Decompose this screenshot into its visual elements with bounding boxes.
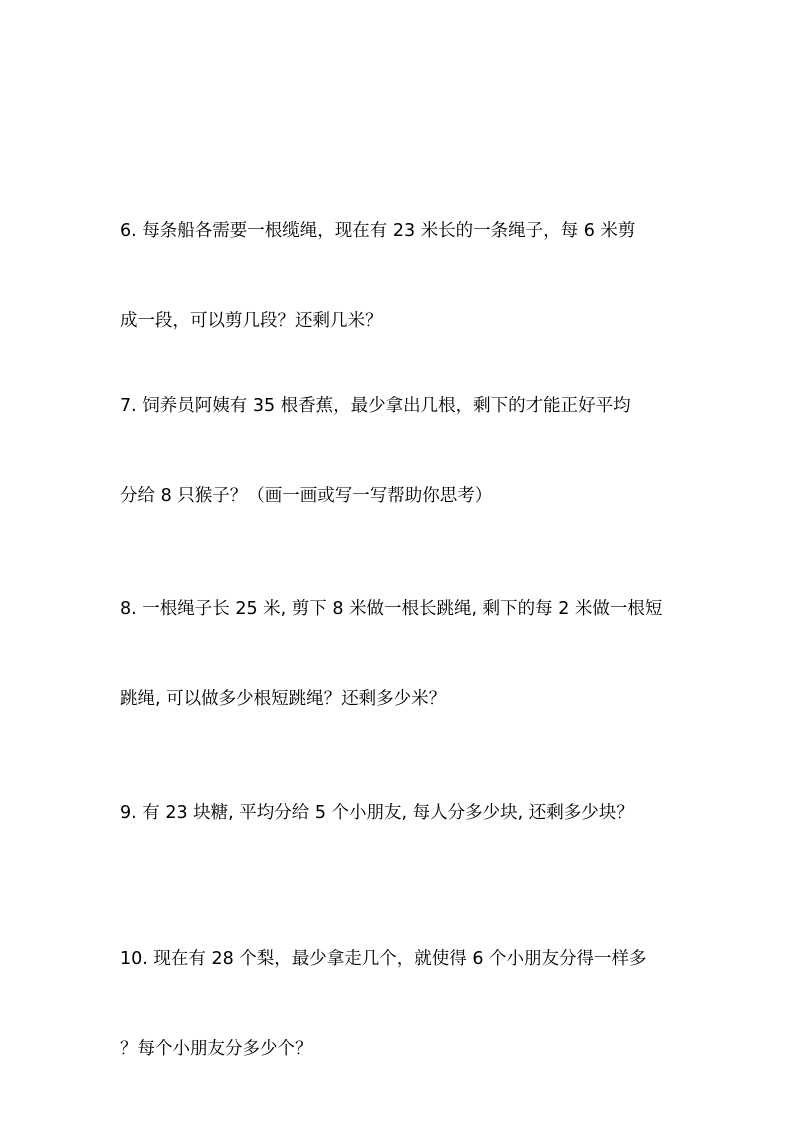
question-9-line-1: 9. 有 23 块糖, 平均分给 5 个小朋友, 每人分多少块, 还剩多少块？: [120, 803, 634, 823]
question-10-line-2: ？每个小朋友分多少个？: [120, 1039, 313, 1059]
question-10-line-1: 10. 现在有 28 个梨，最少拿走几个，就使得 6 个小朋友分得一样多: [120, 949, 647, 969]
question-6-line-1: 6. 每条船各需要一根缆绳，现在有 23 米长的一条绳子，每 6 米剪: [120, 221, 636, 241]
question-8-line-2: 跳绳, 可以做多少根短跳绳？还剩多少米？: [120, 689, 447, 709]
question-6-line-2: 成一段，可以剪几段？还剩几米？: [120, 311, 383, 331]
question-8-line-1: 8. 一根绳子长 25 米, 剪下 8 米做一根长跳绳, 剩下的每 2 米做一根短: [120, 599, 663, 619]
question-7: [120, 331, 680, 541]
question-7-line-2: 分给 8 只猴子？（画一画或写一写帮助你思考）: [120, 486, 493, 506]
question-7-line-1: 7. 饲养员阿姨有 35 根香蕉，最少拿出几根，剩下的才能正好平均: [120, 396, 631, 416]
question-9: [120, 738, 680, 858]
question-8: [120, 534, 680, 744]
question-10: [120, 884, 680, 1094]
